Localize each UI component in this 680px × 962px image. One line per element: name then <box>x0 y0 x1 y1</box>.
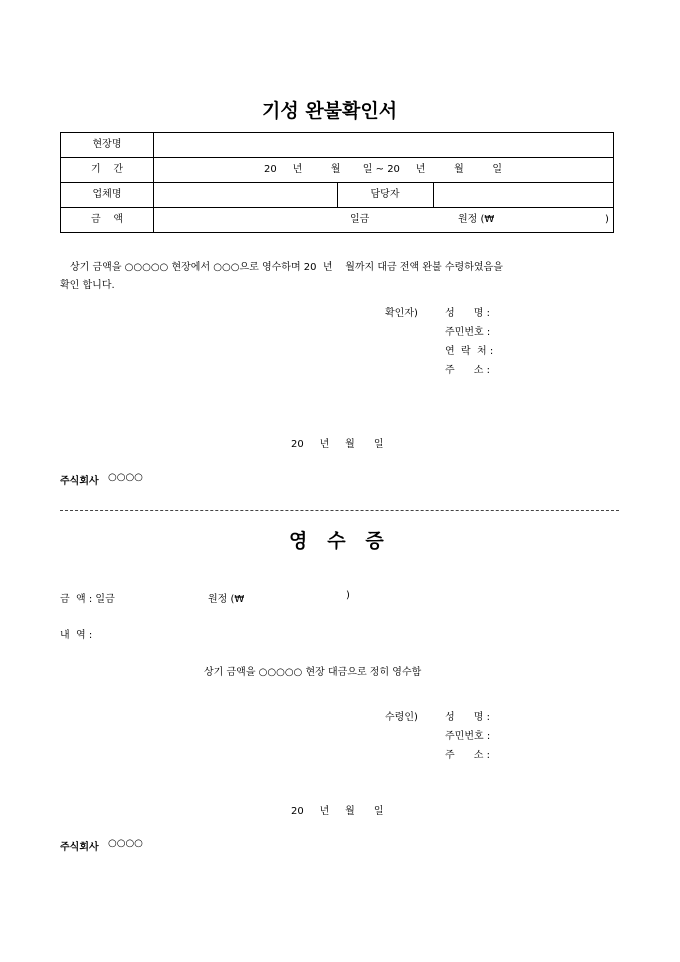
receipt-date: 20 년 월 일 <box>291 806 384 817</box>
table-row-period <box>61 158 613 183</box>
value-amount-won: 원정 (₩ <box>458 214 495 225</box>
value-period[interactable]: 20 년 월 일 ~ 20 년 월 일 <box>264 164 503 175</box>
receipt-amount-close: ) <box>346 590 350 601</box>
document-title: 기성 완불확인서 <box>262 100 398 122</box>
receipt-statement: 상기 금액을 ○○○○○ 현장 대금으로 정히 영수함 <box>204 667 422 678</box>
confirmer-name: 성 명 : <box>445 308 490 319</box>
statement-line-2: 확인 합니다. <box>60 280 115 291</box>
table-row-site <box>61 133 613 158</box>
info-table <box>60 132 614 233</box>
label-site: 현장명 <box>92 139 122 150</box>
receipt-amount-won: 원정 (₩ <box>208 594 245 605</box>
value-amount-words: 일금 <box>350 214 370 225</box>
confirmer-contact: 연 락 처 : <box>445 346 494 357</box>
company-name: ○○○○ <box>108 472 143 483</box>
receipt-company-label: 주식회사 <box>60 842 99 853</box>
label-company: 업체명 <box>92 189 122 200</box>
document-date: 20 년 월 일 <box>291 439 384 450</box>
receipt-title: 영 수 증 <box>289 530 384 552</box>
receiver-address: 주 소 : <box>445 750 490 761</box>
label-manager: 담당자 <box>370 189 400 200</box>
statement-line-1: 상기 금액을 ○○○○○ 현장에서 ○○○으로 영수하며 20 년 월까지 대금 전액 완불 수령하였음을 <box>70 262 503 273</box>
value-amount-close: ) <box>605 214 609 225</box>
receiver-label: 수령인) <box>385 712 418 723</box>
label-amount: 금 액 <box>90 214 124 225</box>
table-row-amount <box>61 208 613 234</box>
confirmer-address: 주 소 : <box>445 365 490 376</box>
receiver-id: 주민번호 : <box>445 731 491 742</box>
confirmer-label: 확인자) <box>385 308 418 319</box>
table-row-company <box>61 183 613 208</box>
receipt-company-name: ○○○○ <box>108 838 143 849</box>
receiver-name: 성 명 : <box>445 712 490 723</box>
company-label: 주식회사 <box>60 476 99 487</box>
cut-line <box>60 510 619 511</box>
confirmer-id: 주민번호 : <box>445 327 491 338</box>
receipt-detail-label: 내 역 : <box>60 630 93 641</box>
label-period: 기 간 <box>90 164 124 175</box>
receipt-amount-label: 금 액 : 일금 <box>60 594 115 605</box>
